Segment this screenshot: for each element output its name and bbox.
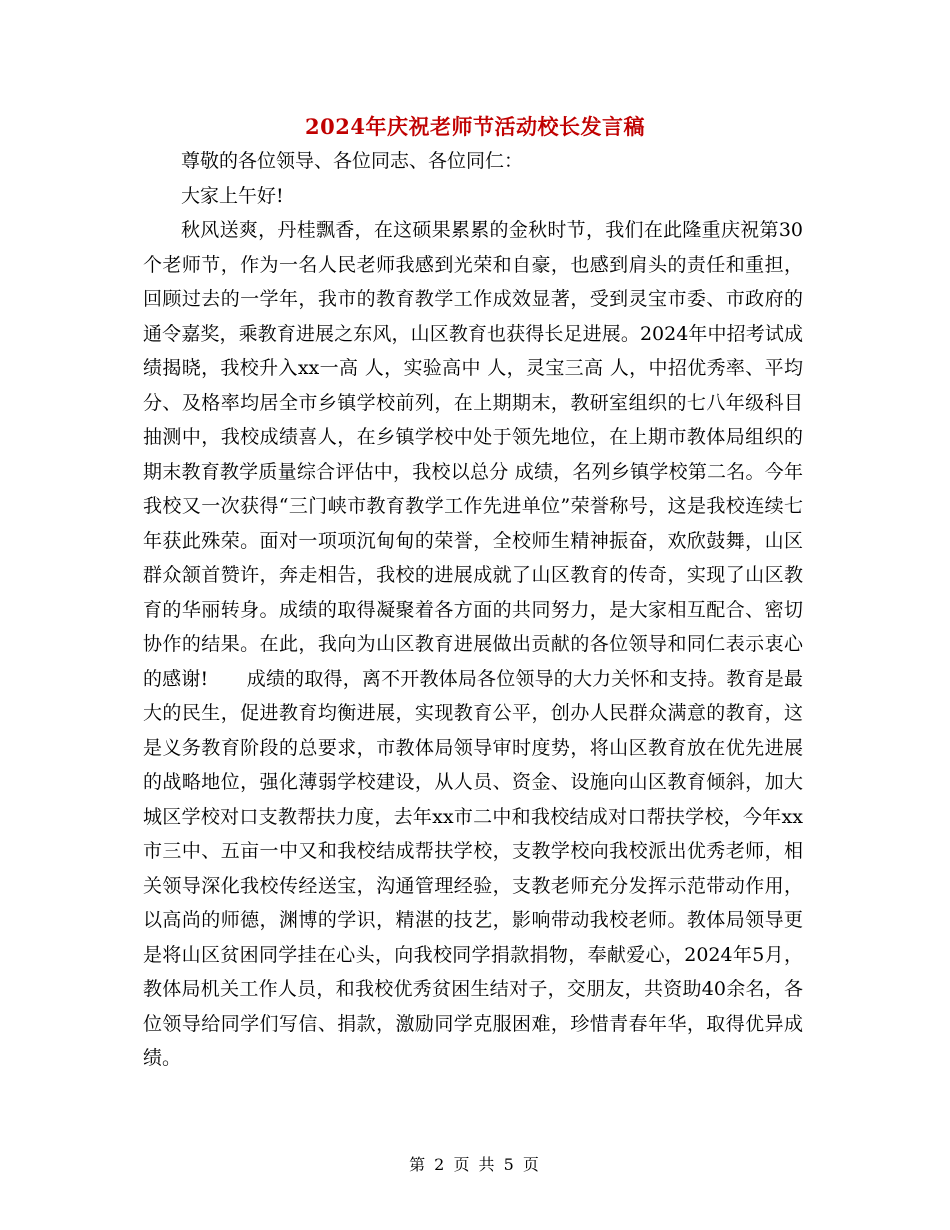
greeting: 大家上午好! bbox=[181, 184, 284, 207]
page-number-footer: 第 2 页 共 5 页 bbox=[409, 1155, 541, 1174]
salutation: 尊敬的各位领导、各位同志、各位同仁： bbox=[181, 150, 524, 172]
document-body bbox=[143, 144, 803, 1076]
body-paragraph: 秋风送爽，丹桂飘香，在这硕果累累的金秋时节，我们在此隆重庆祝第30个老师节，作为一名人民老师我感到光荣和自豪，也感到肩头的责任和重担，回顾过去的一学年，我市的教育教学工作成效显著，受到灵宝市委、市政府的通令嘉奖，乘教育进展之东风，山区教育也获得长足进展。2024年中招考试成绩揭晓，我校升入xx一高 人，实验高中 人，灵宝三高 人，中招优秀率、平均分、及格率均居全市乡镇学校前列，在上期期末，教研室组织的七八年级科目抽测中，我校成绩喜人，在乡镇学校中处于领先地位，在上期市教体局组织的期末教育教学质量综合评估中，我校以总分 成绩，名列乡镇学校第二名。今年我校又一次获得“三门峡市教育教学工作先进单位”荣誉称号，这是我校连续七年获此殊荣。面对一项项沉甸甸的荣誉，全校师生精神振奋，欢欣鼓舞，山区群众颔首赞许，奔走相告，我校的进展成就了山区教育的传奇，实现了山区教育的华丽转身。成绩的取得凝聚着各方面的共同努力，是大家相互配合、密切协作的结果。在此，我向为山区教育进展做出贡献的各位领导和同仁表示衷心的感谢! 成绩的取得，离不开教体局各位领导的大力关怀和支持。教育是最大的民生，促进教育均衡进展，实现教育公平，创办人民群众满意的教育，这是义务教育阶段的总要求，市教体局领导审时度势，将山区教育放在优先进展的战略地位，强化薄弱学校建设，从人员、资金、设施向山区教育倾斜，加大城区学校对口支教帮扶力度，去年xx市二中和我校结成对口帮扶学校，今年xx市三中、五亩一中又和我校结成帮扶学校，支教学校向我校派出优秀老师，相关领导深化我校传经送宝，沟通管理经验，支教老师充分发挥示范带动作用，以高尚的师德，渊博的学识，精湛的技艺，影响带动我校老师。教体局领导更是将山区贫困同学挂在心头，向我校同学捐款捐物，奉献爱心，2024年5月，教体局机关工作人员，和我校优秀贫困生结对子，交朋友，共资助40余名，各位领导给同学们写信、捐款，激励同学克服困难，珍惜青春年华，取得优异成绩。 bbox=[143, 219, 803, 1069]
document-title: 2024年庆祝老师节活动校长发言稿 bbox=[305, 114, 645, 139]
